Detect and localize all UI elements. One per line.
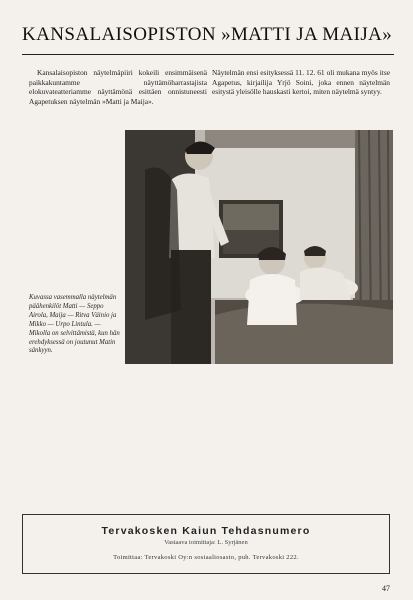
article-right-column: Näytelmän ensi esityksessä 11. 12. 61 oli mukana myös itse Agapetus, kirjailija Yrjö Soini, joka ennen näytelmän esitystä yleisölle hauskasti kertoi, miten näytelmä syntyy.: [212, 68, 390, 97]
article-title: KANSALAISOPISTON »MATTI JA MAIJA»: [22, 24, 393, 45]
photo-caption: Kuvassa vasemmalla näytelmän päähenkilöt Matti — Seppo Airola, Maija — Ritva Väinio ja Mikko — Urpo Lintula. — Mikolla on selvittämistä, kun hän erehdyksessä on joutunut Matin sänkyyn.: [29, 294, 120, 355]
footer-publisher: Toimittaa: Tervakoski Oy:n sosiaaliosasto, puh. Tervakoski 222.: [113, 554, 299, 561]
footer-editor: Vastaava toimittaja: L. Syrjänen: [164, 539, 248, 546]
footer-title: Tervakosken Kaiun Tehdasnumero: [101, 525, 311, 537]
article-left-column: Kansalaisopiston näytelmäpiiri kokeili ensimmäisenä paikkakuntamme näyttämöharrastajista elokuvateatteriamme näyttämönä esittäen onnistuneesti Agapetuksen näytelmän »Matti ja Maija».: [29, 68, 207, 107]
stage-photo: [125, 130, 393, 364]
footer-box: [22, 514, 390, 574]
page-number: 47: [382, 584, 390, 593]
title-rule: [22, 54, 394, 55]
stage-photo-image: [125, 130, 393, 364]
